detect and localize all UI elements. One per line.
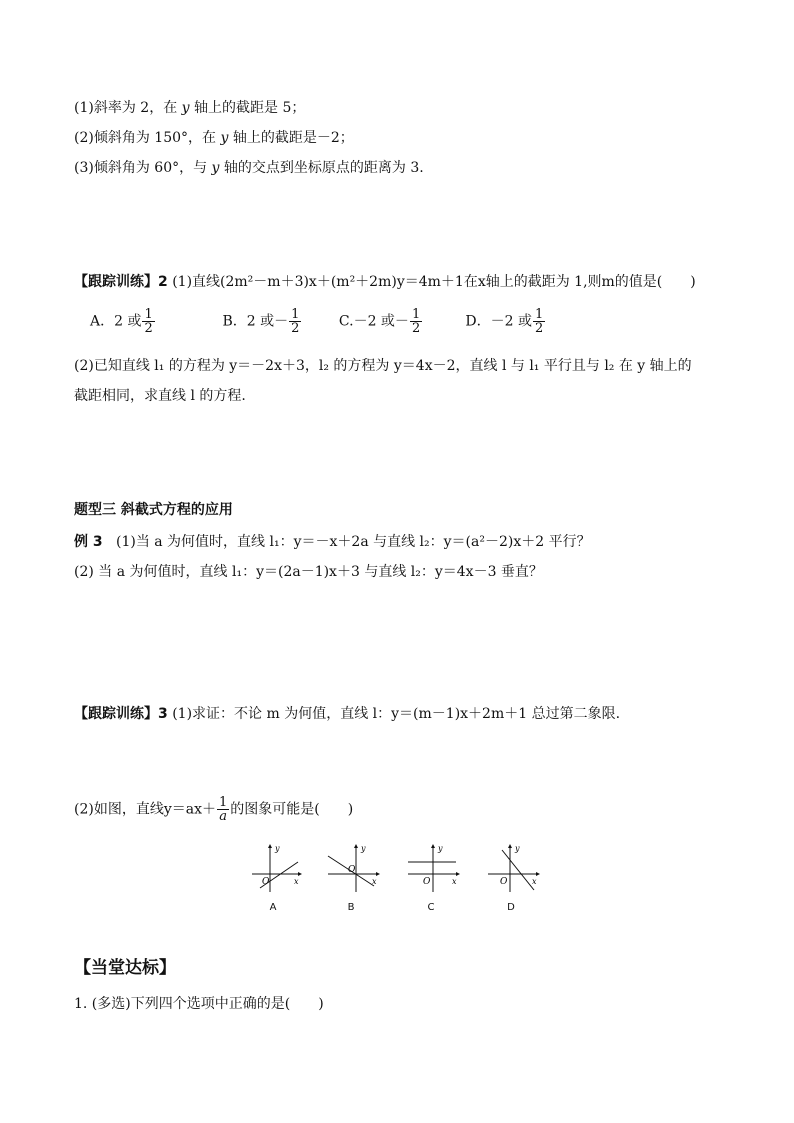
graph-options [248,842,548,918]
option-b: B．2 或－ $\frac{1}{2}$ [222,307,300,336]
option-d: D．－2 或 $\frac{1}{2}$ [465,307,544,336]
graph-b[interactable] [326,842,386,918]
graph-d-plot [486,842,546,900]
practice-number: 3 [158,706,168,722]
practice-tag: 【跟踪训练】 [74,274,158,290]
practice-2-question-1: 【跟踪训练】2 (1)直线(2m²－m＋3)x＋(m²＋2m)y＝4m＋1在x轴上的截距为 1,则m的值是( ) [74,274,696,290]
origin-label: O [423,877,431,887]
class-check-title: 【当堂达标】 [74,958,176,978]
graph-label: D [507,902,515,913]
class-check-question-1: 1. (多选)下列四个选项中正确的是( ) [74,996,324,1012]
practice-2-question-2-line-1: (2)已知直线 l₁ 的方程为 y＝－2x＋3，l₂ 的方程为 y＝4x－2，直线 l 与 l₁ 平行且与 l₂ 在 y 轴上的 [74,358,692,374]
example-3-question-2: (2) 当 a 为何值时，直线 l₁：y＝(2a－1)x＋3 与直线 l₂：y＝4x－3 垂直？ [74,564,543,580]
graph-a-plot [248,842,308,900]
option-a: A．2 或 $\frac{1}{2}$ [90,307,153,336]
example-label: 例 3 [74,534,103,550]
y-axis-label: y [275,844,280,853]
graph-b-plot [326,842,386,900]
example-3-question-1: 例 3 (1)当 a 为何值时，直线 l₁：y＝－x＋2a 与直线 l₂：y＝(a²－2)x＋2 平行？ [74,534,591,550]
practice-2-question-2-line-2: 截距相同，求直线 l 的方程. [74,388,246,404]
section-3-title: 题型三 斜截式方程的应用 [74,502,233,518]
origin-label: O [262,877,270,887]
practice-3-question-1: 【跟踪训练】3 (1)求证：不论 m 为何值，直线 l：y＝(m－1)x＋2m＋1 总过第二象限. [74,706,621,722]
y-axis-label: y [438,844,443,853]
graph-c[interactable] [406,842,466,918]
x-axis-label: x [532,877,537,886]
origin-label: O [500,877,508,887]
x-axis-label: x [372,877,377,886]
intro-item-1: (1)斜率为 2，在 y 轴上的截距是 5； [74,100,306,116]
y-axis-label: y [361,844,366,853]
practice-2-options [90,308,575,335]
graph-label: B [347,902,355,913]
y-axis-label: y [515,844,520,853]
graph-label: C [427,902,435,913]
origin-label: O [348,865,356,875]
graph-a[interactable] [248,842,308,918]
x-axis-label: x [294,877,299,886]
practice-number: 2 [158,274,168,290]
intro-item-3: (3)倾斜角为 60°，与 y 轴的交点到坐标原点的距离为 3. [74,160,424,176]
graph-label: A [269,902,277,913]
graph-c-plot [406,842,466,900]
option-c: C.－2 或－ $\frac{1}{2}$ [338,307,421,336]
practice-3-question-2: (2)如图，直线y＝ax＋ $\frac{1}{a}$ 的图象可能是( ) [74,795,354,824]
practice-tag: 【跟踪训练】 [74,706,158,722]
intro-item-2: (2)倾斜角为 150°，在 y 轴上的截距是－2； [74,130,354,146]
x-axis-label: x [452,877,457,886]
graph-d[interactable] [486,842,546,918]
